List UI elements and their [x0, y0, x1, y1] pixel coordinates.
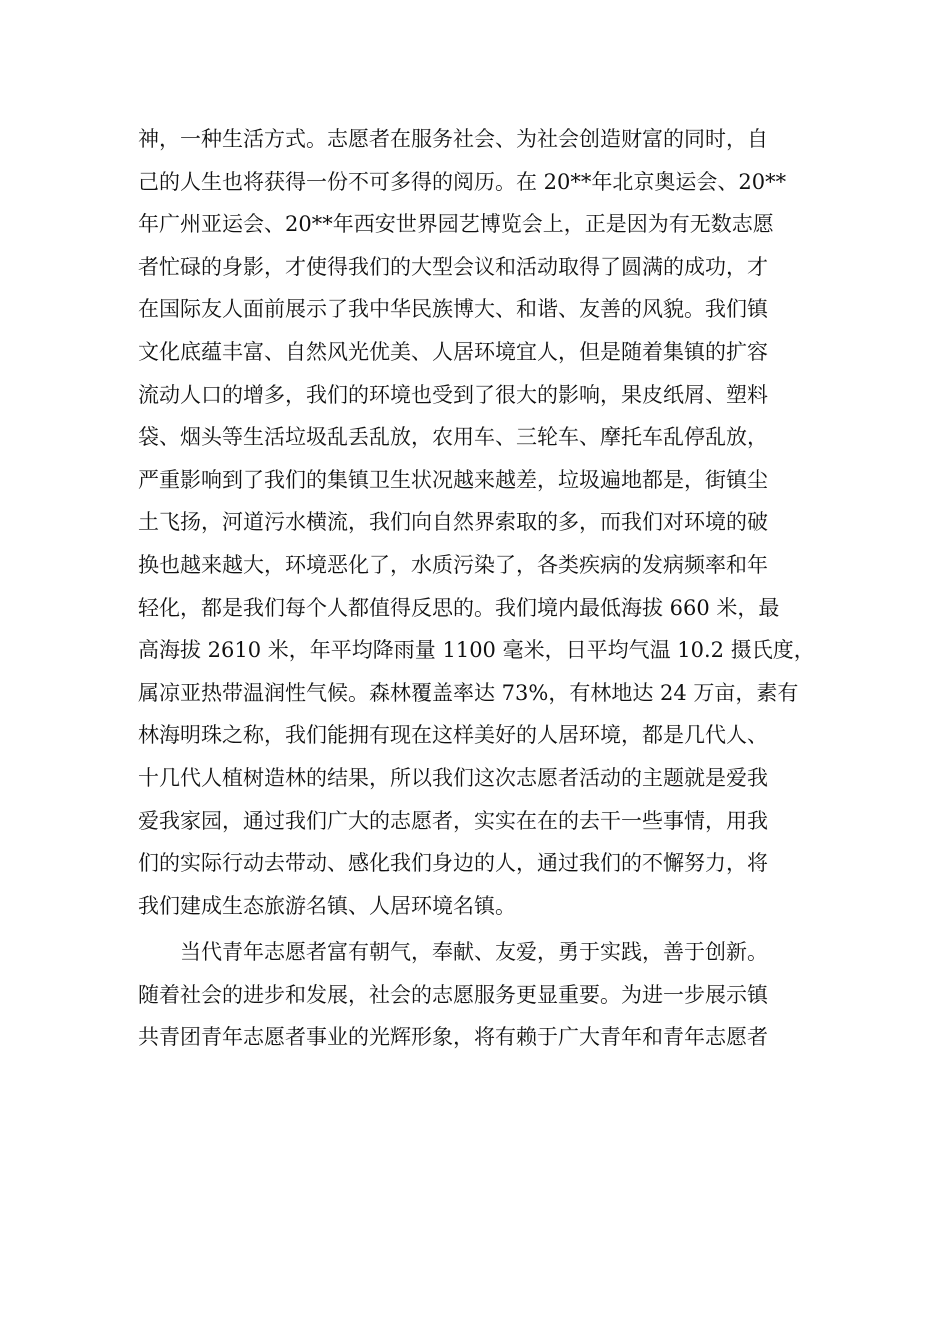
text-line: 爱我家园，通过我们广大的志愿者，实实在在的去干一些事情，用我 [138, 808, 768, 833]
text-line: 流动人口的增多，我们的环境也受到了很大的影响，果皮纸屑、塑料 [138, 382, 768, 407]
text-line: 在国际友人面前展示了我中华民族博大、和谐、友善的风貌。我们镇 [138, 297, 768, 322]
text-line: 高海拔 2610 米，年平均降雨量 1100 毫米，日平均气温 10.2 摄氏度， [138, 638, 815, 663]
text-line: 属凉亚热带温润性气候。森林覆盖率达 73%，有林地达 24 万亩，素有 [138, 680, 799, 705]
text-line: 轻化，都是我们每个人都值得反思的。我们境内最低海拔 660 米，最 [138, 595, 780, 620]
text-line: 我们建成生态旅游名镇、人居环境名镇。 [138, 893, 516, 918]
text-line: 神，一种生活方式。志愿者在服务社会、为社会创造财富的同时，自 [138, 127, 768, 151]
text-line: 者忙碌的身影，才使得我们的大型会议和活动取得了圆满的成功，才 [138, 254, 768, 279]
text-line: 共青团青年志愿者事业的光辉形象，将有赖于广大青年和青年志愿者 [138, 1025, 768, 1050]
text-line: 十几代人植树造林的结果，所以我们这次志愿者活动的主题就是爱我 [138, 765, 768, 790]
text-line: 袋、烟头等生活垃圾乱丢乱放，农用车、三轮车、摩托车乱停乱放， [138, 425, 768, 450]
text-line: 文化底蕴丰富、自然风光优美、人居环境宜人，但是随着集镇的扩容 [138, 339, 768, 364]
text-line: 们的实际行动去带动、感化我们身边的人，通过我们的不懈努力，将 [138, 851, 768, 876]
text-line: 土飞扬，河道污水横流，我们向自然界索取的多，而我们对环境的破 [138, 510, 768, 535]
paragraph-2 [138, 931, 828, 1059]
body-text [138, 118, 828, 1059]
text-line: 换也越来越大，环境恶化了，水质污染了，各类疾病的发病频率和年 [138, 552, 768, 577]
text-line: 随着社会的进步和发展，社会的志愿服务更显重要。为进一步展示镇 [138, 982, 768, 1007]
text-line: 林海明珠之称，我们能拥有现在这样美好的人居环境，都是几代人、 [138, 723, 768, 748]
text-line: 严重影响到了我们的集镇卫生状况越来越差，垃圾遍地都是，街镇尘 [138, 467, 768, 492]
text-line: 年广州亚运会、20**年西安世界园艺博览会上，正是因为有无数志愿 [138, 212, 774, 237]
paragraph-1 [138, 118, 828, 927]
text-line: 己的人生也将获得一份不可多得的阅历。在 20**年北京奥运会、20** [138, 169, 787, 194]
text-line: 当代青年志愿者富有朝气，奉献、友爱，勇于实践，善于创新。 [180, 940, 768, 965]
